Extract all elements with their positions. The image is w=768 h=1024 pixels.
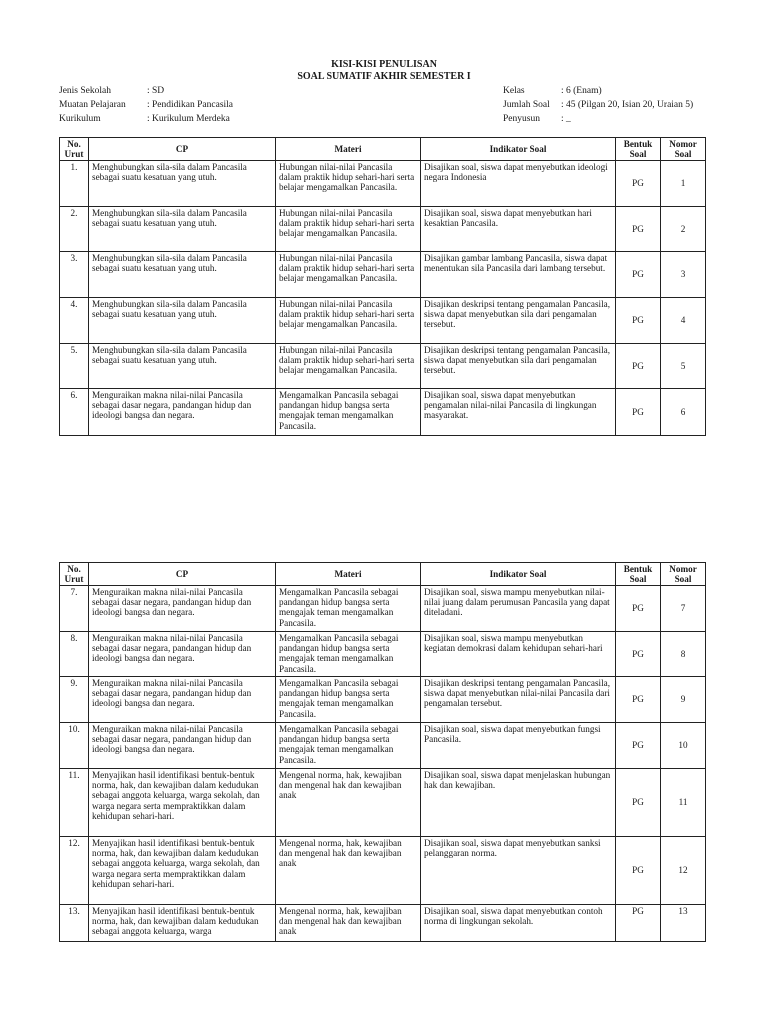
meta-row-kurikulum (59, 112, 233, 126)
meta-value: : _ (561, 114, 571, 124)
cell-bentuk-soal: PG (616, 905, 661, 942)
cell-no-urut: 1. (60, 161, 89, 207)
cell-no-urut: 4. (60, 298, 89, 344)
table-row (60, 837, 706, 905)
table-header-row (60, 138, 706, 161)
cell-cp: Menguraikan makna nilai-nilai Pancasila sebagai dasar negara, pandangan hidup dan ideologi bangsa dan negara. (89, 677, 276, 723)
meta-label: Penyusun (503, 114, 540, 124)
cell-indikator: Disajikan soal, siswa dapat menyebutkan contoh norma di lingkungan sekolah. (421, 905, 616, 942)
cell-indikator: Disajikan deskripsi tentang pengamalan Pancasila, siswa dapat menyebutkan nilai-nilai Pancasila dari pengamalan tersebut. (421, 677, 616, 723)
cell-cp: Menghubungkan sila-sila dalam Pancasila sebagai suatu kesatuan yang utuh. (89, 207, 276, 252)
table-row (60, 677, 706, 723)
cell-nomor-soal: 5 (661, 344, 706, 389)
header-nomor-soal: Nomor Soal (661, 138, 706, 161)
cell-indikator: Disajikan soal, siswa mampu menyebutkan kegiatan demokrasi dalam kehidupan sehari-hari (421, 632, 616, 677)
header-cp: CP (89, 138, 276, 161)
document-title-line2: SOAL SUMATIF AKHIR SEMESTER I (297, 71, 471, 82)
table-row (60, 389, 706, 436)
header-nomor-soal: Nomor Soal (661, 563, 706, 586)
cell-no-urut: 5. (60, 344, 89, 389)
cell-cp: Menguraikan makna nilai-nilai Pancasila sebagai dasar negara, pandangan hidup dan ideologi bangsa dan negara. (89, 723, 276, 769)
meta-row-penyusun (503, 112, 693, 126)
table-body-2 (60, 586, 706, 942)
cell-bentuk-soal: PG (616, 252, 661, 298)
header-indikator: Indikator Soal (421, 138, 616, 161)
cell-no-urut: 11. (60, 769, 89, 837)
cell-nomor-soal: 2 (661, 207, 706, 252)
cell-bentuk-soal: PG (616, 161, 661, 207)
table-header-row (60, 563, 706, 586)
table-row (60, 252, 706, 298)
meta-row-kelas (503, 84, 693, 98)
cell-nomor-soal: 8 (661, 632, 706, 677)
meta-left (59, 84, 233, 126)
meta-value: : Kurikulum Merdeka (147, 114, 230, 124)
cell-indikator: Disajikan soal, siswa dapat menyebutkan sanksi pelanggaran norma. (421, 837, 616, 905)
table-row (60, 344, 706, 389)
cell-bentuk-soal: PG (616, 298, 661, 344)
table-row (60, 298, 706, 344)
grid-table-2 (59, 562, 706, 942)
cell-nomor-soal: 6 (661, 389, 706, 436)
header-materi: Materi (276, 138, 421, 161)
cell-no-urut: 13. (60, 905, 89, 942)
table-body-1 (60, 161, 706, 436)
cell-cp: Menghubungkan sila-sila dalam Pancasila sebagai suatu kesatuan yang utuh. (89, 298, 276, 344)
meta-value: : 45 (Pilgan 20, Isian 20, Uraian 5) (561, 100, 694, 110)
cell-materi: Hubungan nilai-nilai Pancasila dalam praktik hidup sehari-hari serta belajar mengamalkan Pancasila. (276, 252, 421, 298)
header-bentuk-soal: Bentuk Soal (616, 138, 661, 161)
table-row (60, 723, 706, 769)
cell-bentuk-soal: PG (616, 837, 661, 905)
cell-indikator: Disajikan soal, siswa dapat menyebutkan hari kesaktian Pancasila. (421, 207, 616, 252)
cell-indikator: Disajikan deskripsi tentang pengamalan Pancasila, siswa dapat menyebutkan sila dari pengamalan tersebut. (421, 344, 616, 389)
header-indikator: Indikator Soal (421, 563, 616, 586)
cell-materi: Mengamalkan Pancasila sebagai pandangan hidup bangsa serta mengajak teman mengamalkan Pancasila. (276, 723, 421, 769)
header-materi: Materi (276, 563, 421, 586)
cell-materi: Mengamalkan Pancasila sebagai pandangan hidup bangsa serta mengajak teman mengamalkan Pancasila. (276, 632, 421, 677)
cell-materi: Mengenal norma, hak, kewajiban dan mengenal hak dan kewajiban anak (276, 905, 421, 942)
cell-cp: Menghubungkan sila-sila dalam Pancasila sebagai suatu kesatuan yang utuh. (89, 252, 276, 298)
cell-materi: Mengamalkan Pancasila sebagai pandangan hidup bangsa serta mengajak teman mengamalkan Pancasila. (276, 677, 421, 723)
meta-label: Kelas (503, 86, 525, 96)
cell-bentuk-soal: PG (616, 677, 661, 723)
table-row (60, 207, 706, 252)
cell-bentuk-soal: PG (616, 586, 661, 632)
cell-bentuk-soal: PG (616, 389, 661, 436)
document-title-line1: KISI-KISI PENULISAN (331, 59, 437, 70)
header-no-urut: No. Urut (60, 563, 89, 586)
meta-label: Jenis Sekolah (59, 86, 111, 96)
meta-row-jenis-sekolah (59, 84, 233, 98)
cell-bentuk-soal: PG (616, 632, 661, 677)
table-row (60, 905, 706, 942)
cell-cp: Menguraikan makna nilai-nilai Pancasila sebagai dasar negara, pandangan hidup dan ideologi bangsa dan negara. (89, 586, 276, 632)
cell-cp: Menghubungkan sila-sila dalam Pancasila sebagai suatu kesatuan yang utuh. (89, 344, 276, 389)
cell-indikator: Disajikan gambar lambang Pancasila, siswa dapat menentukan sila Pancasila dari lambang tersebut. (421, 252, 616, 298)
cell-bentuk-soal: PG (616, 207, 661, 252)
cell-materi: Hubungan nilai-nilai Pancasila dalam praktik hidup sehari-hari serta belajar mengamalkan Pancasila. (276, 344, 421, 389)
grid-table-1 (59, 137, 706, 436)
meta-label: Jumlah Soal (503, 100, 550, 110)
cell-materi: Mengenal norma, hak, kewajiban dan mengenal hak dan kewajiban anak (276, 769, 421, 837)
cell-nomor-soal: 3 (661, 252, 706, 298)
header-bentuk-soal: Bentuk Soal (616, 563, 661, 586)
cell-indikator: Disajikan soal, siswa dapat menjelaskan hubungan hak dan kewajiban. (421, 769, 616, 837)
cell-no-urut: 10. (60, 723, 89, 769)
meta-value: : 6 (Enam) (561, 86, 602, 96)
meta-right (503, 84, 693, 126)
cell-nomor-soal: 11 (661, 769, 706, 837)
cell-materi: Mengenal norma, hak, kewajiban dan mengenal hak dan kewajiban anak (276, 837, 421, 905)
cell-cp: Menyajikan hasil identifikasi bentuk-bentuk norma, hak, dan kewajiban dalam kedudukan sebagai anggota keluarga, warga sekolah, dan warga negara serta mempraktikkan dalam kehidupan sehari-hari. (89, 837, 276, 905)
cell-materi: Mengamalkan Pancasila sebagai pandangan hidup bangsa serta mengajak teman mengamalkan Pancasila. (276, 586, 421, 632)
cell-nomor-soal: 7 (661, 586, 706, 632)
cell-indikator: Disajikan deskripsi tentang pengamalan Pancasila, siswa dapat menyebutkan sila dari pengamalan tersebut. (421, 298, 616, 344)
table-row (60, 161, 706, 207)
cell-bentuk-soal: PG (616, 769, 661, 837)
meta-row-muatan-pelajaran (59, 98, 233, 112)
cell-no-urut: 8. (60, 632, 89, 677)
cell-nomor-soal: 13 (661, 905, 706, 942)
cell-materi: Hubungan nilai-nilai Pancasila dalam praktik hidup sehari-hari serta belajar mengamalkan Pancasila. (276, 161, 421, 207)
cell-bentuk-soal: PG (616, 723, 661, 769)
cell-no-urut: 6. (60, 389, 89, 436)
meta-value: : Pendidikan Pancasila (147, 100, 234, 110)
table-row (60, 586, 706, 632)
cell-cp: Menyajikan hasil identifikasi bentuk-bentuk norma, hak, dan kewajiban dalam kedudukan sebagai anggota keluarga, warga sekolah, dan warga negara serta mempraktikkan dalam kehidupan sehari-hari. (89, 769, 276, 837)
header-no-urut: No. Urut (60, 138, 89, 161)
cell-nomor-soal: 9 (661, 677, 706, 723)
cell-cp: Menguraikan makna nilai-nilai Pancasila sebagai dasar negara, pandangan hidup dan ideologi bangsa dan negara. (89, 632, 276, 677)
meta-label: Muatan Pelajaran (59, 100, 126, 110)
cell-nomor-soal: 12 (661, 837, 706, 905)
meta-value: : SD (147, 86, 165, 96)
cell-no-urut: 7. (60, 586, 89, 632)
cell-nomor-soal: 1 (661, 161, 706, 207)
meta-label: Kurikulum (59, 114, 101, 124)
header-cp: CP (89, 563, 276, 586)
cell-bentuk-soal: PG (616, 344, 661, 389)
cell-no-urut: 12. (60, 837, 89, 905)
cell-materi: Hubungan nilai-nilai Pancasila dalam praktik hidup sehari-hari serta belajar mengamalkan Pancasila. (276, 298, 421, 344)
cell-no-urut: 9. (60, 677, 89, 723)
cell-indikator: Disajikan soal, siswa mampu menyebutkan nilai-nilai juang dalam perumusan Pancasila yang dapat diteladani. (421, 586, 616, 632)
cell-cp: Menguraikan makna nilai-nilai Pancasila sebagai dasar negara, pandangan hidup dan ideologi bangsa dan negara. (89, 389, 276, 436)
cell-indikator: Disajikan soal, siswa dapat menyebutkan ideologi negara Indonesia (421, 161, 616, 207)
cell-no-urut: 2. (60, 207, 89, 252)
cell-materi: Mengamalkan Pancasila sebagai pandangan hidup bangsa serta mengajak teman mengamalkan Pancasila. (276, 389, 421, 436)
cell-indikator: Disajikan soal, siswa dapat menyebutkan fungsi Pancasila. (421, 723, 616, 769)
table-row (60, 632, 706, 677)
meta-row-jumlah-soal (503, 98, 693, 112)
cell-materi: Hubungan nilai-nilai Pancasila dalam praktik hidup sehari-hari serta belajar mengamalkan Pancasila. (276, 207, 421, 252)
table-row (60, 769, 706, 837)
cell-indikator: Disajikan soal, siswa dapat menyebutkan pengamalan nilai-nilai Pancasila di lingkungan masyarakat. (421, 389, 616, 436)
cell-nomor-soal: 4 (661, 298, 706, 344)
cell-nomor-soal: 10 (661, 723, 706, 769)
cell-no-urut: 3. (60, 252, 89, 298)
cell-cp: Menghubungkan sila-sila dalam Pancasila sebagai suatu kesatuan yang utuh. (89, 161, 276, 207)
cell-cp: Menyajikan hasil identifikasi bentuk-bentuk norma, hak, dan kewajiban dalam kedudukan sebagai anggota keluarga, warga (89, 905, 276, 942)
